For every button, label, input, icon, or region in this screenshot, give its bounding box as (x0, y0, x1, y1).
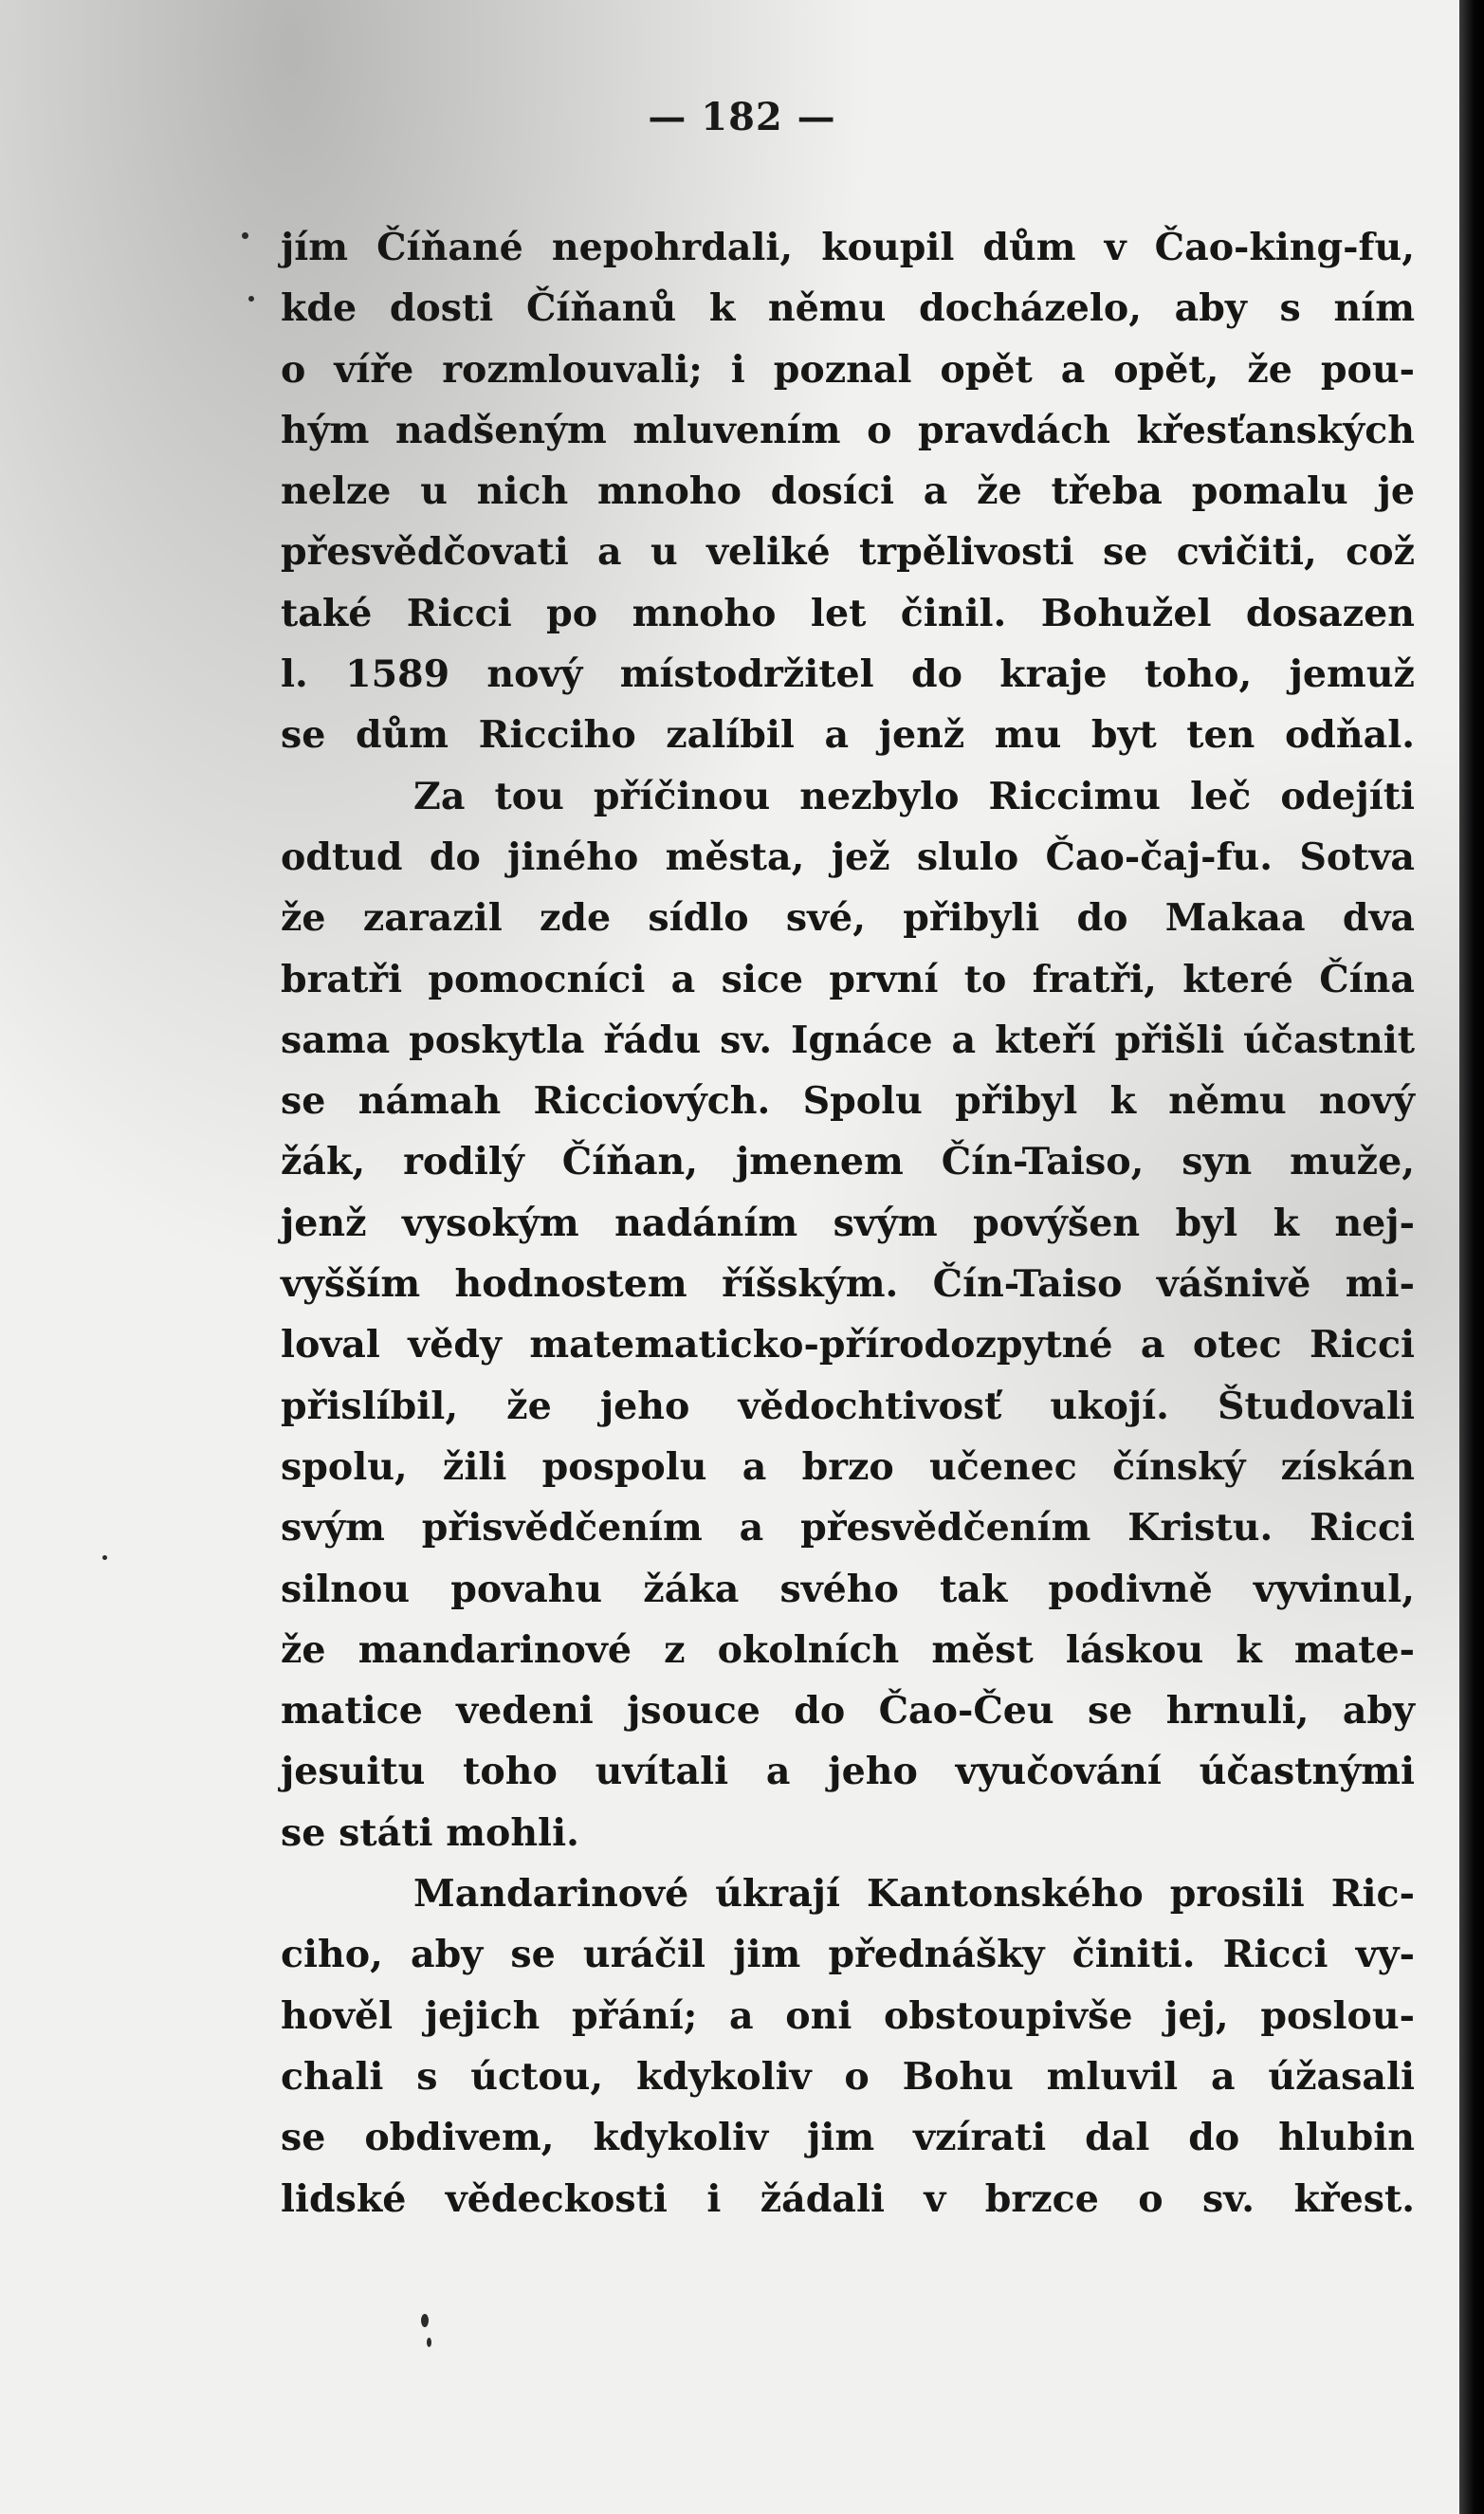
text-line: se státi mohli. (281, 1810, 579, 1855)
text-line: se dům Ricciho zalíbil a jenž mu byt ten odňal. (281, 713, 1415, 758)
text-line: chali s úctou, kdykoliv o Bohu mluvil a úžasali (281, 2054, 1415, 2099)
text-line: loval vědy matematicko-přírodozpytné a otec Ricci (281, 1323, 1415, 1367)
print-speck (242, 232, 248, 239)
text-line: Mandarinové úkrají Kantonského prosili Ric- (413, 1872, 1415, 1917)
text-line: lidské vědeckosti i žádali v brzce o sv. křest. (281, 2176, 1415, 2221)
text-line: l. 1589 nový místodržitel do kraje toho, jemuž (281, 652, 1415, 697)
text-line: hověl jejich přání; a oni obstoupivše jej, poslou- (281, 1993, 1415, 2038)
text-line: se námah Ricciových. Spolu přibyl k němu nový (281, 1079, 1415, 1124)
book-spine-shadow (1459, 0, 1484, 2514)
text-line: hým nadšeným mluvením o pravdách křesťanských (281, 408, 1415, 452)
text-line: že mandarinové z okolních měst láskou k mate- (281, 1627, 1415, 1672)
page-number: — 182 — (648, 95, 836, 139)
text-line: že zarazil zde sídlo své, přibyli do Makaa dva (281, 896, 1415, 941)
text-line: také Ricci po mnoho let činil. Bohužel dosazen (281, 591, 1415, 635)
body-text (281, 217, 1415, 2230)
text-line: kde dosti Číňanů k němu docházelo, aby s ním (281, 286, 1415, 331)
text-line: Za tou příčinou nezbylo Riccimu leč odejíti (413, 774, 1415, 818)
text-line: se obdivem, kdykoliv jim vzírati dal do hlubin (281, 2116, 1415, 2160)
text-line: spolu, žili pospolu a brzo učenec čínský získán (281, 1444, 1415, 1489)
text-line: sama poskytla řádu sv. Ignáce a kteří přišli účastnit (281, 1018, 1415, 1062)
text-line: jesuitu toho uvítali a jeho vyučování účastnými (281, 1750, 1415, 1794)
print-speck (102, 1555, 107, 1560)
text-line: žák, rodilý Číňan, jmenem Čín-Taiso, syn muže, (281, 1140, 1415, 1184)
text-line: matice vedeni jsouce do Čao-Čeu se hrnuli, aby (281, 1689, 1415, 1734)
print-speck (427, 2338, 431, 2347)
text-line: bratři pomocníci a sice první to fratři, které Čína (281, 957, 1415, 1001)
text-line: o víře rozmlouvali; i poznal opět a opět, že pou- (281, 347, 1415, 392)
text-line: vyšším hodnostem říšským. Čín-Taiso vášnivě mi- (281, 1262, 1415, 1307)
text-line: odtud do jiného města, jež slulo Čao-čaj-fu. Sotva (281, 835, 1415, 879)
text-line: přislíbil, že jeho vědochtivosť ukojí. Študovali (281, 1384, 1415, 1428)
text-line: přesvědčovati a u veliké trpělivosti se cvičiti, což (281, 530, 1415, 575)
print-speck (421, 2314, 429, 2327)
text-line: jenž vysokým nadáním svým povýšen byl k nej- (281, 1201, 1415, 1245)
text-line: jím Číňané nepohrdali, koupil dům v Čao-king-fu, (281, 226, 1415, 269)
text-line: ciho, aby se uráčil jim přednášky činiti. Ricci vy- (281, 1933, 1415, 1977)
text-line: silnou povahu žáka svého tak podivně vyvinul, (281, 1567, 1415, 1611)
text-line: nelze u nich mnoho dosíci a že třeba pomalu je (281, 469, 1415, 514)
print-speck (248, 296, 254, 302)
text-line: svým přisvědčením a přesvědčením Kristu. Ricci (281, 1506, 1415, 1551)
